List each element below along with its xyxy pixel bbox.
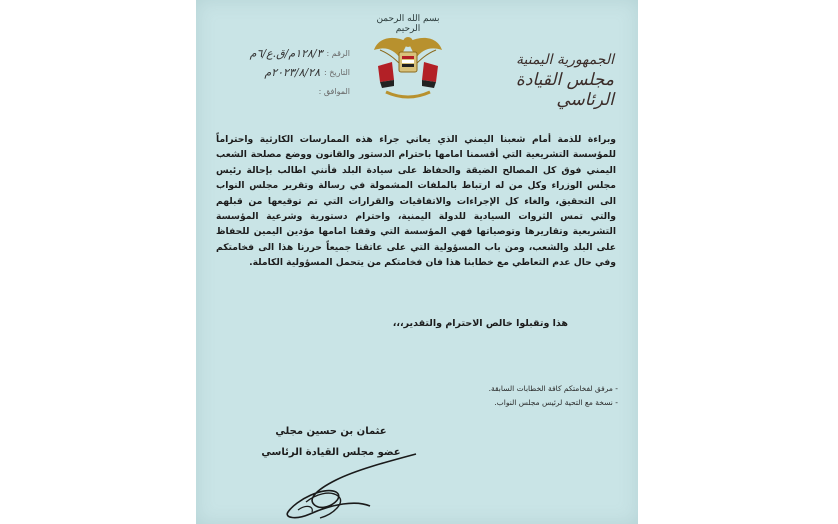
ref-value: ١٢٨/٣م/ق.ع/٦م <box>249 47 323 60</box>
yemen-eagle-emblem-icon <box>372 20 444 104</box>
signer-name: عثمان بن حسين مجلي <box>275 426 387 437</box>
letterhead <box>484 52 614 110</box>
country-name: الجمهورية اليمنية <box>515 52 614 68</box>
handwritten-signature-icon <box>276 440 426 524</box>
ref-row <box>210 44 350 63</box>
council-name: مجلس القيادة الرئاسي <box>515 70 614 110</box>
date-label: التاريخ : <box>323 68 350 77</box>
signer-title: عضو مجلس القيادة الرئاسي <box>261 447 401 458</box>
subject-label: الموافق : <box>318 87 350 96</box>
attachments-list <box>216 382 618 410</box>
attachment-item: - مرفق لفخامتكم كافة الخطابات السابقة. <box>488 384 618 393</box>
basmala: بسم الله الرحمن الرحيم <box>376 14 440 34</box>
letter-body <box>216 132 616 271</box>
ref-label: الرقم : <box>326 49 350 58</box>
body-paragraph: وبراءة للذمة أمام شعبنا اليمني الذي يعاني جراء هذه الممارسات الكارثية واحتراماً للمؤسسة التشريعية التي أقسمنا امامها باحترام الدستور والقانون ووضع مصلحة الشعب اليمني فوق كل المصالح الضيقة والحفاظ على سيادة البلد فأنني اطالب بإحالة رئيس مجلس الوزراء وكل من له ارتباط بالملفات المشمولة في رسالة وتقرير مجلس النواب الى التحقيق، والغاء كل الإجراءات والاتفاقيات والقرارات التي تم توقيعها من قبلهم والتي تمس الثروات السيادية للدولة اليمنية، واحترام دستورية وشرعية المؤسسة التشريعية وتقاريرها وتوصياتها فهي المؤسسة التي وقفنا امامها مؤدين اليمين للحفاظ على البلد والشعب، ومن باب المسؤولية التي على عاتقنا جميعاً حررنا هذا الى فخامتكم وفي حال عدم التعاطي مع خطابنا هذا فان فخامتكم من يتحمل المسؤولية الكاملة. <box>216 134 616 269</box>
closing-line: هذا وتقبلوا خالص الاحترام والتقدير،،، <box>392 318 568 329</box>
attachment-item: - نسخة مع التحية لرئيس مجلس النواب. <box>494 398 618 407</box>
date-value: ٢٠٢٣/٨/٢٨م <box>264 66 320 79</box>
date-row <box>210 63 350 82</box>
subject-row <box>210 82 350 101</box>
letter-paper <box>196 0 638 524</box>
reference-block <box>210 44 350 101</box>
